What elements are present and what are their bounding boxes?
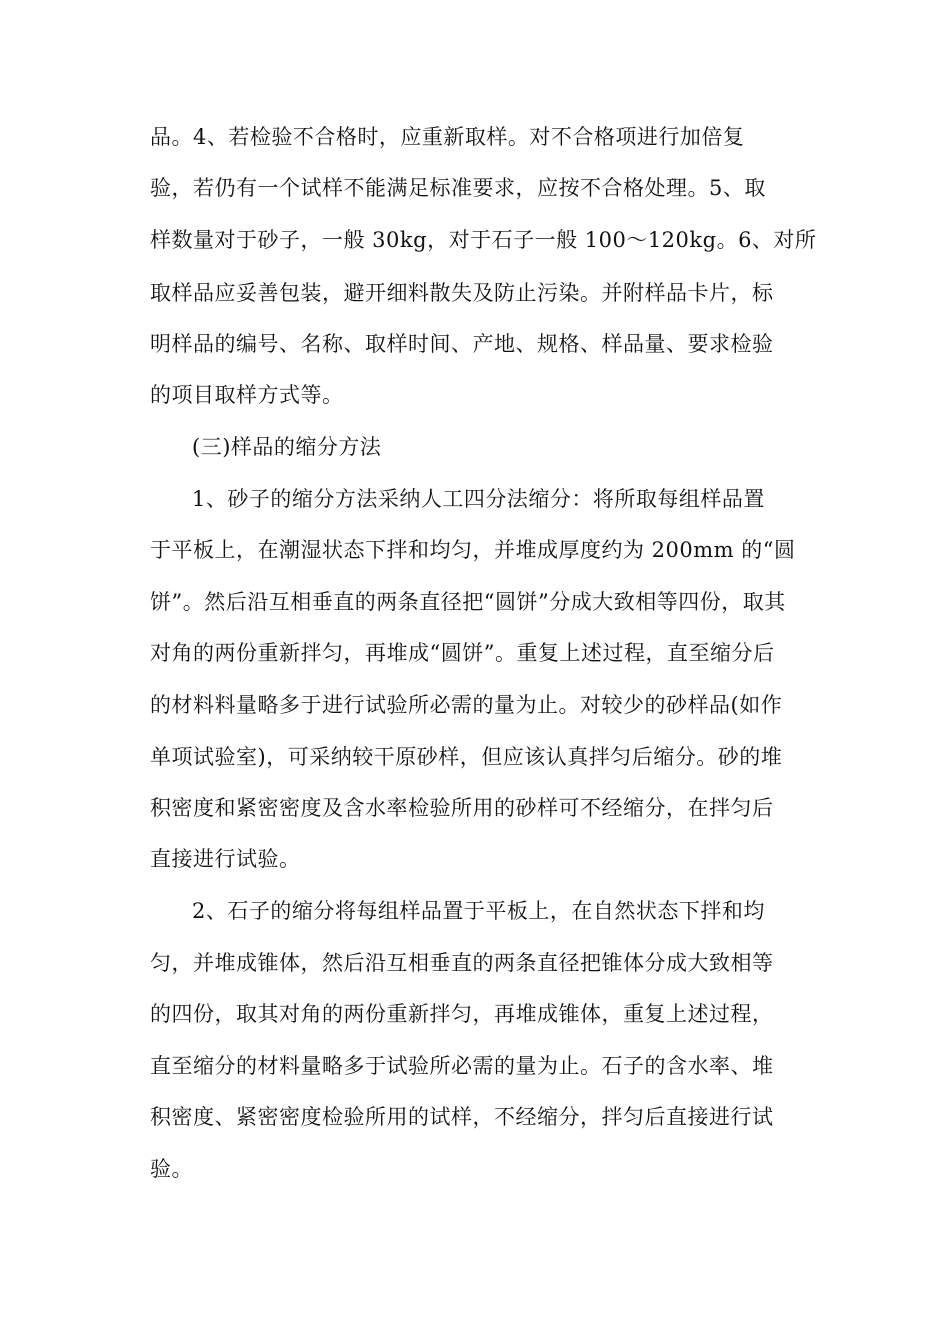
text-line: 样数量对于砂子，一般 30kg，对于石子一般 100～120kg。6、对所 — [150, 228, 817, 252]
text-line: 单项试验室)，可采纳较干原砂样，但应该认真拌匀后缩分。砂的堆 — [150, 745, 783, 769]
text-line: 饼”。然后沿互相垂直的两条直径把“圆饼”分成大致相等四份，取其 — [150, 590, 786, 614]
text-line: 对角的两份重新拌匀，再堆成“圆饼”。重复上述过程，直至缩分后 — [150, 641, 775, 665]
text-line: 的材料料量略多于进行试验所必需的量为止。对较少的砂样品(如作 — [150, 693, 783, 717]
text-line: 2、石子的缩分将每组样品置于平板上，在自然状态下拌和均 — [192, 899, 765, 923]
text-line: 积密度、紧密密度检验所用的试样，不经缩分，拌匀后直接进行试 — [150, 1105, 774, 1129]
text-line: 验，若仍有一个试样不能满足标准要求，应按不合格处理。5、取 — [150, 176, 766, 200]
text-line: 直接进行试验。 — [150, 847, 301, 871]
text-line: 验。 — [150, 1157, 193, 1181]
text-line: 的四份，取其对角的两份重新拌匀，再堆成锥体，重复上述过程， — [150, 1002, 774, 1026]
text-line: 品。4、若检验不合格时，应重新取样。对不合格项进行加倍复 — [150, 125, 745, 149]
text-line: 明样品的编号、名称、取样时间、产地、规格、样品量、要求检验 — [150, 332, 774, 356]
text-line: 于平板上，在潮湿状态下拌和均匀，并堆成厚度约为 200mm 的“圆 — [150, 538, 796, 562]
section-heading: (三)样品的缩分方法 — [192, 435, 382, 459]
text-line: 取样品应妥善包装，避开细料散失及防止污染。并附样品卡片，标 — [150, 281, 774, 305]
text-line: 1、砂子的缩分方法采纳人工四分法缩分：将所取每组样品置 — [192, 487, 765, 511]
text-line: 匀，并堆成锥体，然后沿互相垂直的两条直径把锥体分成大致相等 — [150, 951, 774, 975]
text-line: 的项目取样方式等。 — [150, 383, 344, 407]
text-line: 积密度和紧密密度及含水率检验所用的砂样可不经缩分，在拌匀后 — [150, 796, 774, 820]
text-line: 直至缩分的材料量略多于试验所必需的量为止。石子的含水率、堆 — [150, 1054, 774, 1078]
